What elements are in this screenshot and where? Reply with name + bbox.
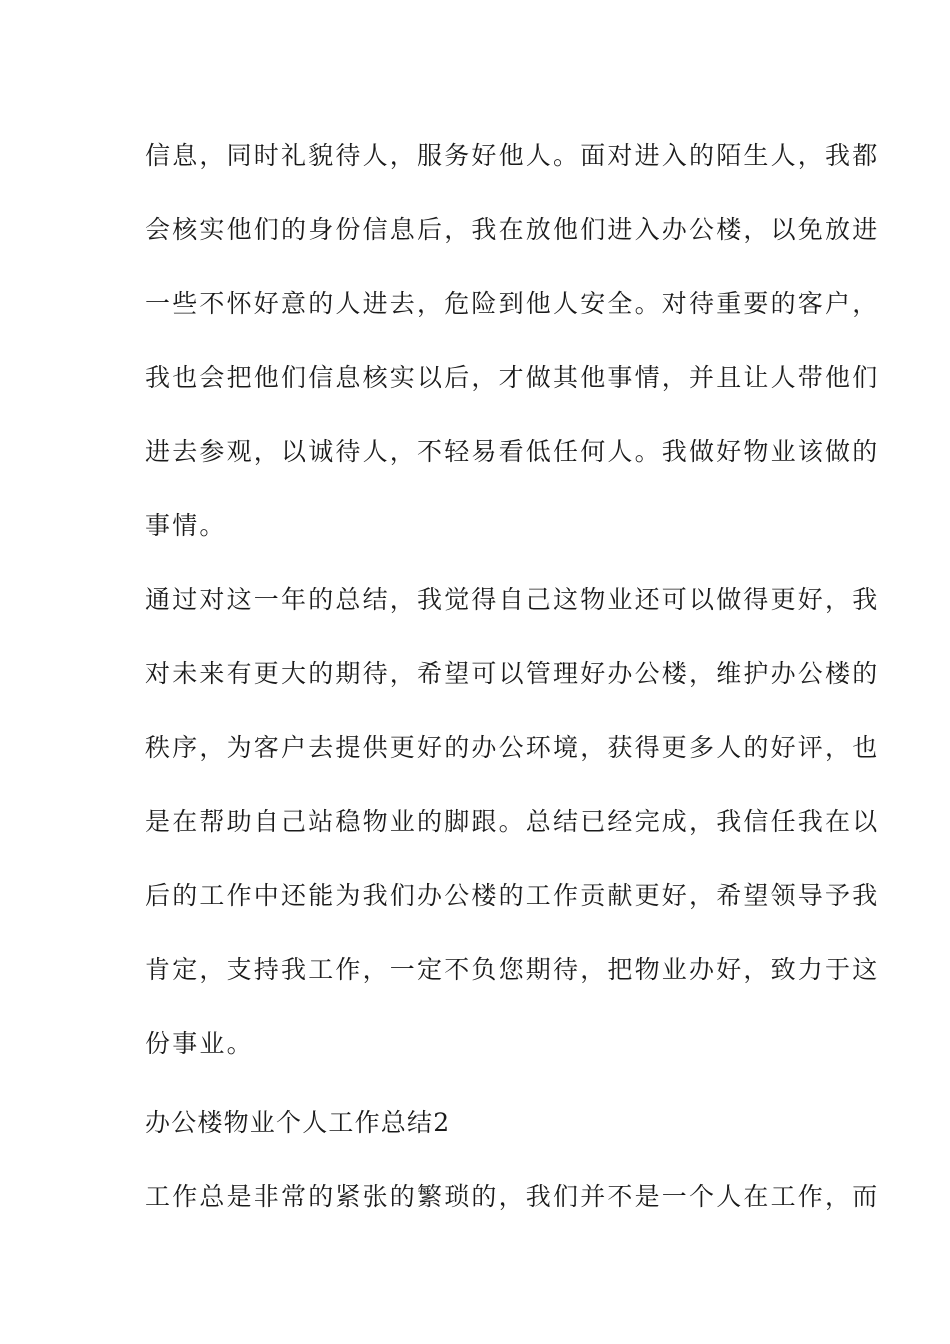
- paragraph-line: 事情。: [145, 511, 227, 540]
- paragraph-line: 秩序，为客户去提供更好的办公环境，获得更多人的好评，也: [145, 733, 880, 762]
- paragraph-line: 肯定，支持我工作，一定不负您期待，把物业办好，致力于这: [145, 955, 880, 984]
- paragraph-line: 一些不怀好意的人进去，危险到他人安全。对待重要的客户，: [145, 289, 880, 318]
- paragraph-line: 后的工作中还能为我们办公楼的工作贡献更好，希望领导予我: [145, 881, 880, 910]
- paragraph-line: 通过对这一年的总结，我觉得自己这物业还可以做得更好，我: [145, 585, 880, 614]
- paragraph-line: 会核实他们的身份信息后，我在放他们进入办公楼，以免放进: [145, 215, 880, 244]
- paragraph-line: 进去参观，以诚待人，不轻易看低任何人。我做好物业该做的: [145, 437, 880, 466]
- paragraph-line: 工作总是非常的紧张的繁琐的，我们并不是一个人在工作，而: [145, 1182, 880, 1211]
- paragraph-line: 对未来有更大的期待，希望可以管理好办公楼，维护办公楼的: [145, 659, 880, 688]
- paragraph-line: 份事业。: [145, 1029, 254, 1058]
- section-heading: 办公楼物业个人工作总结2: [145, 1108, 451, 1137]
- paragraph-line: 是在帮助自己站稳物业的脚跟。总结已经完成，我信任我在以: [145, 807, 880, 836]
- paragraph-line: 我也会把他们信息核实以后，才做其他事情，并且让人带他们: [145, 363, 880, 392]
- paragraph-line: 信息，同时礼貌待人，服务好他人。面对进入的陌生人，我都: [145, 141, 880, 170]
